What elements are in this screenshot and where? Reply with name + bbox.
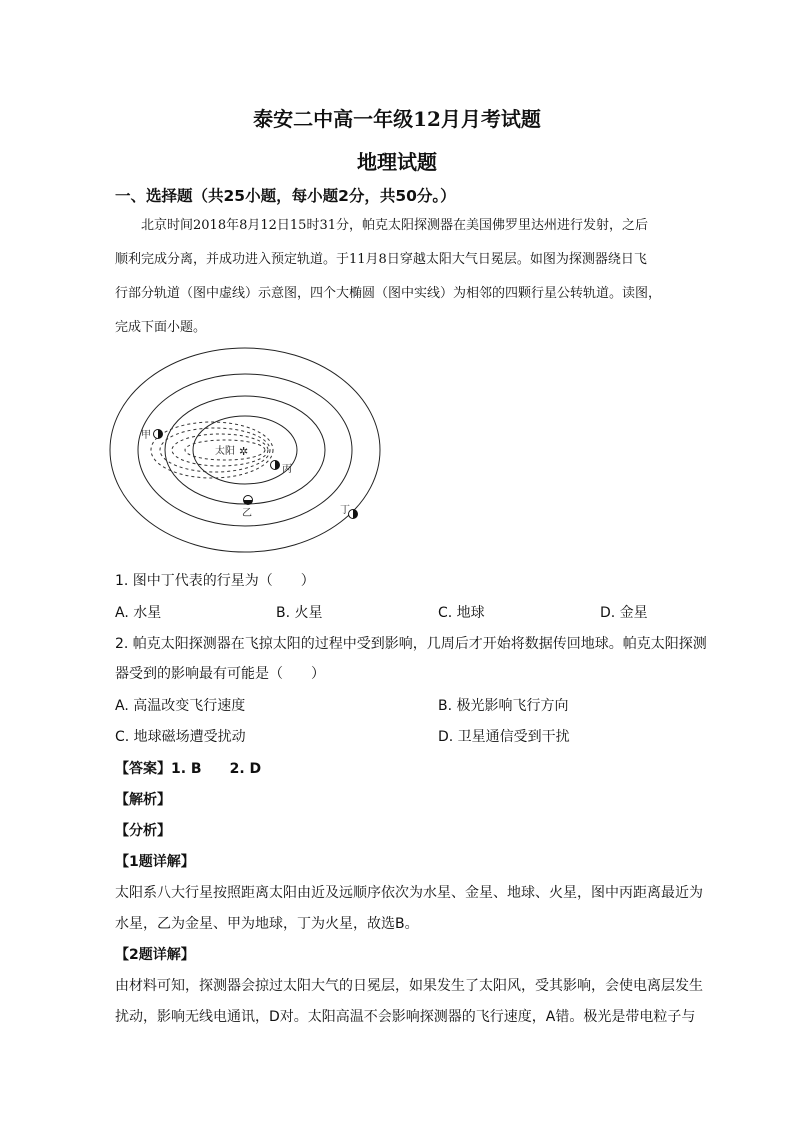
section-heading: 一、选择题（共25小题，每小题2分，共50分。）	[115, 187, 456, 205]
sun-icon: ✲	[239, 445, 249, 458]
planet-label-jia: 甲	[141, 430, 151, 441]
planet-label-ding: 丁	[340, 505, 350, 516]
q2-option-a: A. 高温改变飞行速度	[115, 698, 246, 714]
q2-detail-line: 由材料可知，探测器会掠过太阳大气的日冕层，如果发生了太阳风，受其影响，会使电离层发生	[115, 978, 703, 994]
sun-label: 太阳	[215, 446, 235, 457]
q2-detail-line: 扰动，影响无线电通讯，D对。太阳高温不会影响探测器的飞行速度，A错。极光是带电粒子与	[115, 1009, 696, 1025]
q1-option-b: B. 火星	[276, 605, 323, 621]
q2-option-c: C. 地球磁场遭受扰动	[115, 729, 246, 745]
answer-line: 【答案】1. B 2. D	[115, 761, 262, 777]
solar-orbit-diagram	[100, 340, 400, 560]
exam-subtitle: 地理试题	[357, 150, 437, 174]
passage-line: 行部分轨道（图中虚线）示意图，四个大椭圆（图中实线）为相邻的四颗行星公转轨道。读图，	[115, 286, 662, 301]
q1-detail-line: 水星，乙为金星、甲为地球，丁为火星，故选B。	[115, 916, 419, 932]
question-2-stem-cont: 器受到的影响最有可能是（ ）	[115, 666, 325, 682]
analysis-heading: 【解析】	[115, 792, 171, 808]
probe-orbit-dashed	[151, 422, 273, 478]
exam-title: 泰安二中高一年级12月月考试题	[253, 107, 541, 131]
question-2-stem: 2. 帕克太阳探测器在飞掠太阳的过程中受到影响，几周后才开始将数据传回地球。帕克太阳探测	[115, 636, 707, 652]
q1-option-c: C. 地球	[438, 605, 485, 621]
reading-passage	[115, 209, 705, 345]
q2-option-b: B. 极光影响飞行方向	[438, 698, 569, 714]
passage-line: 完成下面小题。	[115, 320, 207, 335]
q2-detail-heading: 【2题详解】	[115, 947, 195, 963]
fenxi-heading: 【分析】	[115, 823, 171, 839]
q1-detail-heading: 【1题详解】	[115, 854, 195, 870]
planet-label-yi: 乙	[242, 508, 252, 519]
passage-line: 顺利完成分离，并成功进入预定轨道。于11月8日穿越太阳大气日冕层。如图为探测器绕日飞	[115, 252, 647, 267]
q1-option-d: D. 金星	[600, 605, 648, 621]
planet-label-bing: 丙	[282, 464, 292, 475]
q1-detail-line: 太阳系八大行星按照距离太阳由近及远顺序依次为水星、金星、地球、火星，图中丙距离最近为	[115, 885, 703, 901]
passage-line: 北京时间2018年8月12日15时31分，帕克太阳探测器在美国佛罗里达州进行发射，之后	[141, 218, 648, 233]
q2-option-d: D. 卫星通信受到干扰	[438, 729, 570, 745]
q1-option-a: A. 水星	[115, 605, 162, 621]
question-1-stem: 1. 图中丁代表的行星为（ ）	[115, 573, 315, 589]
